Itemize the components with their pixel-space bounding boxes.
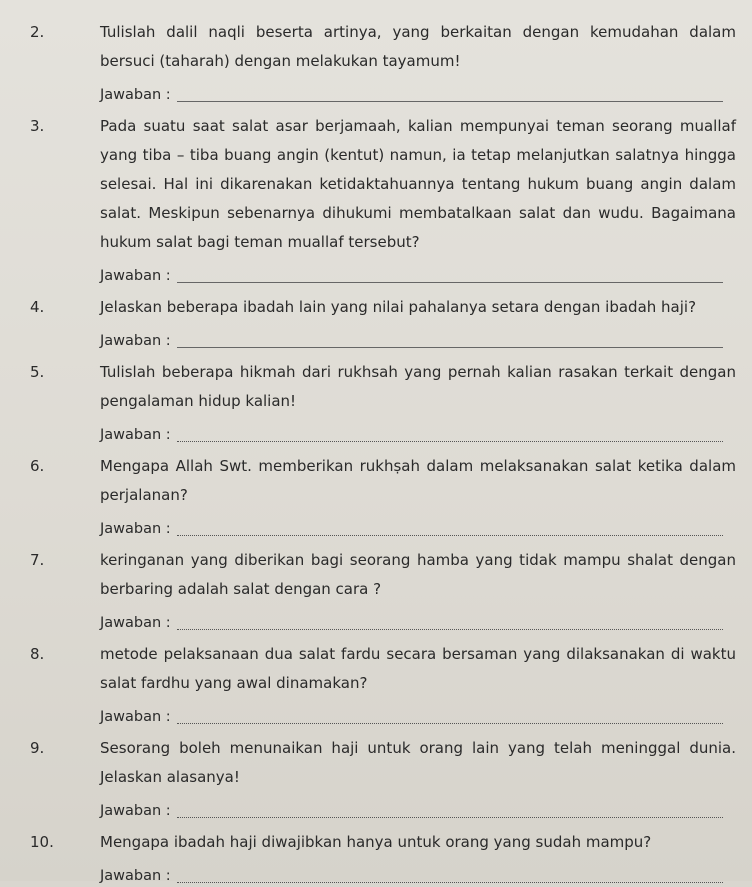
answer-label: Jawaban :	[100, 521, 171, 537]
question-4	[30, 293, 738, 352]
answer-row	[100, 604, 738, 634]
answer-label: Jawaban :	[100, 87, 171, 103]
answer-label: Jawaban :	[100, 868, 171, 884]
question-number: 9.	[30, 739, 45, 757]
answer-line[interactable]	[177, 882, 723, 883]
answer-label: Jawaban :	[100, 709, 171, 725]
answer-label: Jawaban :	[100, 427, 171, 443]
answer-row	[100, 857, 738, 887]
question-7	[30, 546, 738, 634]
answer-line[interactable]	[177, 101, 723, 102]
question-number: 10.	[30, 833, 54, 851]
question-text: Pada suatu saat salat asar berjamaah, kalian mempunyai teman seorang muallaf yang tiba – tiba buang angin (kentut) namun, ia tetap melanjutkan salatnya hingga selesai. Hal ini dikarenakan ketidaktahuannya tentang hukum buang angin dalam salat. Meskipun sebenarnya dihukumi membatalkaan salat dan wudu. Bagaimana hukum salat bagi teman muallaf tersebut?	[100, 117, 736, 251]
answer-label: Jawaban :	[100, 268, 171, 284]
question-8	[30, 640, 738, 728]
question-2	[30, 18, 738, 106]
answer-label: Jawaban :	[100, 615, 171, 631]
question-number: 2.	[30, 23, 45, 41]
answer-label: Jawaban :	[100, 803, 171, 819]
question-number: 4.	[30, 298, 45, 316]
question-number: 6.	[30, 457, 45, 475]
question-3	[30, 112, 738, 287]
answer-row	[100, 416, 738, 446]
question-text: Jelaskan beberapa ibadah lain yang nilai pahalanya setara dengan ibadah haji?	[100, 298, 697, 316]
question-text: keringanan yang diberikan bagi seorang hamba yang tidak mampu shalat dengan berbaring adalah salat dengan cara ?	[100, 551, 736, 598]
question-number: 5.	[30, 363, 45, 381]
answer-row	[100, 322, 738, 352]
answer-line[interactable]	[177, 629, 723, 630]
answer-label: Jawaban :	[100, 333, 171, 349]
question-text: Mengapa ibadah haji diwajibkan hanya untuk orang yang sudah mampu?	[100, 833, 652, 851]
answer-line[interactable]	[177, 347, 723, 348]
question-text: Mengapa Allah Swt. memberikan rukhṣah dalam melaksanakan salat ketika dalam perjalanan?	[100, 457, 736, 504]
answer-row	[100, 510, 738, 540]
answer-row	[100, 698, 738, 728]
answer-line[interactable]	[177, 441, 723, 442]
question-9	[30, 734, 738, 822]
answer-row	[100, 76, 738, 106]
answer-row	[100, 257, 738, 287]
question-6	[30, 452, 738, 540]
answer-line[interactable]	[177, 723, 723, 724]
question-5	[30, 358, 738, 446]
answer-line[interactable]	[177, 817, 723, 818]
answer-line[interactable]	[177, 282, 723, 283]
question-number: 7.	[30, 551, 45, 569]
question-text: Sesorang boleh menunaikan haji untuk orang lain yang telah meninggal dunia. Jelaskan alasanya!	[100, 739, 736, 786]
question-number: 8.	[30, 645, 45, 663]
question-10	[30, 828, 738, 887]
answer-row	[100, 792, 738, 822]
question-number: 3.	[30, 117, 45, 135]
question-text: Tulislah dalil naqli beserta artinya, yang berkaitan dengan kemudahan dalam bersuci (taharah) dengan melakukan tayamum!	[100, 23, 736, 70]
answer-line[interactable]	[177, 535, 723, 536]
question-text: metode pelaksanaan dua salat fardu secara bersaman yang dilaksanakan di waktu salat fardhu yang awal dinamakan?	[100, 645, 736, 692]
question-text: Tulislah beberapa hikmah dari rukhsah yang pernah kalian rasakan terkait dengan pengalaman hidup kalian!	[100, 363, 736, 410]
